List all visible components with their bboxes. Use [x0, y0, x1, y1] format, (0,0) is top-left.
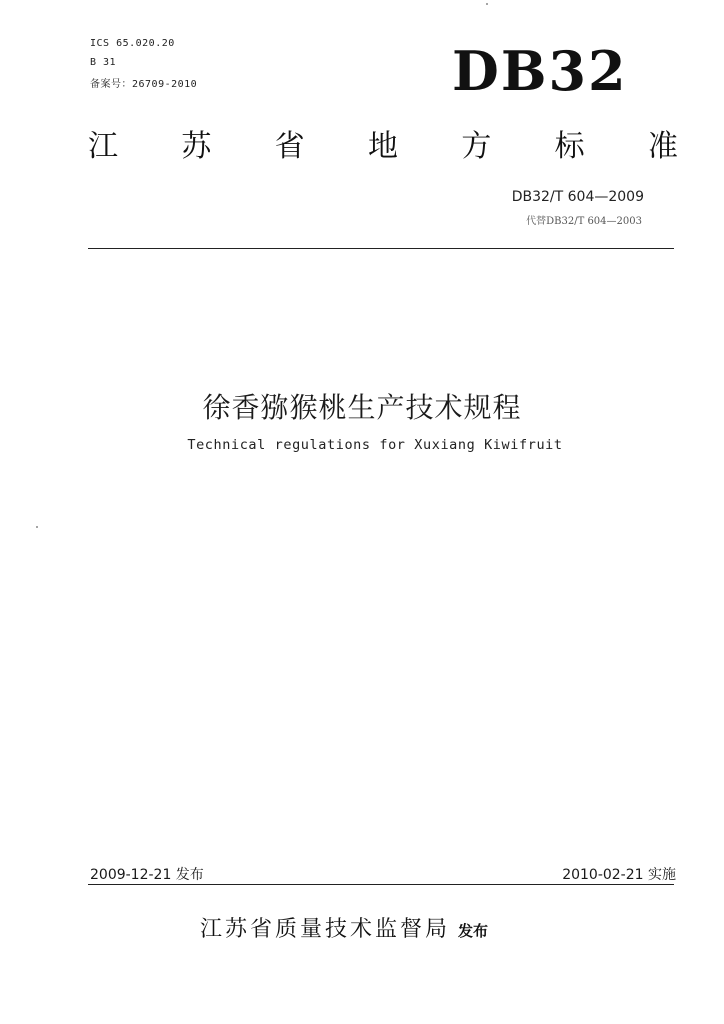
scan-speck	[486, 3, 488, 5]
effective-date: 2010-02-21 实施	[562, 867, 676, 883]
category-char: 省	[274, 129, 305, 164]
issue-date: 2009-12-21 发布	[90, 867, 204, 883]
db32-logo: DB32	[452, 39, 628, 103]
category-char: 江	[88, 129, 118, 164]
footer-divider	[88, 884, 674, 885]
publisher-line	[200, 912, 488, 943]
classification-code: B 31	[90, 57, 117, 68]
category-char: 准	[647, 129, 678, 164]
document-title-english: Technical regulations for Xuxiang Kiwifruit	[187, 437, 563, 453]
header-divider	[88, 248, 674, 249]
standard-category-title	[88, 129, 678, 164]
category-char: 标	[554, 129, 585, 164]
ics-code: ICS 65.020.20	[90, 38, 175, 49]
publisher-name: 江苏省质量技术监督局	[200, 917, 451, 942]
scan-speck	[36, 526, 38, 528]
filing-number: 备案号：26709-2010	[90, 79, 198, 90]
category-char: 地	[367, 129, 398, 164]
replaces-standard: 代替DB32/T 604—2003	[526, 216, 642, 227]
standard-number: DB32/T 604—2009	[511, 189, 644, 205]
category-char: 苏	[181, 129, 212, 164]
category-char: 方	[461, 129, 492, 164]
publisher-suffix: 发布	[458, 922, 489, 940]
document-title-chinese: 徐香猕猴桃生产技术规程	[202, 391, 522, 424]
